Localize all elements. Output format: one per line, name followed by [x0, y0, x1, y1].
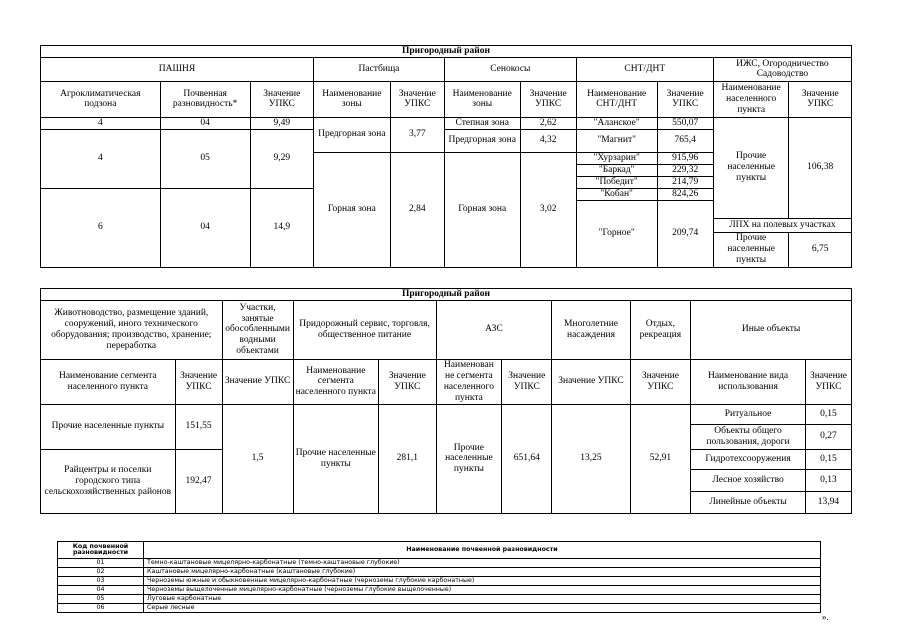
pashnya-soil: 04: [160, 117, 250, 129]
snt-value: 214,79: [657, 176, 713, 188]
legend-name: Черноземы выщелоченные мицелярно-карбонатные (черноземы глубокие выщелоченные): [144, 586, 821, 595]
pashnya-zone: 4: [41, 117, 161, 129]
header-upks: Значение УПКС: [520, 81, 576, 117]
izhs-name: Прочие населенные пункты: [713, 117, 789, 218]
livestock-value: 192,47: [175, 449, 222, 513]
snt-value: 765,4: [657, 129, 713, 152]
group-water: Участки, занятые обособленными водными объектами: [222, 300, 293, 359]
header-upks: Значение УПКС: [630, 359, 691, 404]
lph-name: Прочие населенные пункты: [713, 232, 789, 267]
legend-name: Черноземы южные и обыкновенные мицелярно-карбонатные (черноземы глубокие карбонатные): [144, 577, 821, 586]
header-settlement: Наименование населенного пункта: [713, 81, 789, 117]
pashnya-soil: 04: [160, 188, 250, 267]
pashnya-value: 14,9: [250, 188, 313, 267]
closing-quote-mark: ».: [822, 612, 829, 622]
pastbisha-value: 3,77: [390, 117, 444, 152]
snt-value: 229,32: [657, 164, 713, 176]
snt-value: 209,74: [657, 200, 713, 267]
izhs-value: 106,38: [789, 117, 852, 218]
soil-legend-table: [57, 541, 821, 613]
header-upks: Значение УПКС: [250, 81, 313, 117]
lph-value: 6,75: [789, 232, 852, 267]
other-value: 13,94: [805, 491, 851, 513]
snt-name: "Кобан": [576, 188, 657, 200]
other-value: 0,13: [805, 469, 851, 491]
group-senokosy: Сенокосы: [444, 57, 576, 81]
header-snt-name: Наименование СНТ/ДНТ: [576, 81, 657, 117]
pastbisha-name: Предгорная зона: [314, 117, 391, 152]
group-recreation: Отдых, рекреация: [630, 300, 691, 359]
group-snt: СНТ/ДНТ: [576, 57, 713, 81]
legend-code: 04: [58, 586, 144, 595]
senokosy-value: 4,32: [520, 129, 576, 152]
header-upks: Значение УПКС: [222, 359, 293, 404]
other-name: Гидротехсооружения: [691, 449, 806, 469]
header-zone: Наименование зоны: [314, 81, 391, 117]
header-segment: Наименование сегмента населенного пункта: [293, 359, 379, 404]
header-upks: Значение УПКС: [789, 81, 852, 117]
roadside-name: Прочие населенные пункты: [293, 404, 379, 513]
legend-name: Луговые карбонатные: [144, 595, 821, 604]
senokosy-name: Степная зона: [444, 117, 520, 129]
land-use-table: [40, 288, 852, 514]
header-upks: Значение УПКС: [552, 359, 630, 404]
group-izhs: ИЖС, Огородничество Садоводство: [713, 57, 851, 81]
legend-code: 02: [58, 568, 144, 577]
snt-name: "Победит": [576, 176, 657, 188]
pastbisha-value: 2,84: [390, 152, 444, 267]
pashnya-value: 9,49: [250, 117, 313, 129]
snt-value: 915,96: [657, 152, 713, 164]
group-roadside: Придорожный сервис, торговля, общественное питание: [293, 300, 436, 359]
lph-title: ЛПХ на полевых участках: [713, 218, 851, 232]
azs-value: 651,64: [502, 404, 552, 513]
senokosy-name: Предгорная зона: [444, 129, 520, 152]
header-upks: Значение УПКС: [805, 359, 851, 404]
recreation-value: 52,91: [630, 404, 691, 513]
legend-header-code: Код почвенной разновидности: [58, 542, 144, 559]
header-zone: Наименование зоны: [444, 81, 520, 117]
livestock-name: Прочие населенные пункты: [41, 404, 176, 449]
pashnya-soil: 05: [160, 129, 250, 188]
snt-name: "Баркад": [576, 164, 657, 176]
other-name: Лесное хозяйство: [691, 469, 806, 491]
snt-value: 550,07: [657, 117, 713, 129]
header-upks: Значение УПКС: [657, 81, 713, 117]
azs-name: Прочие населенные пункты: [436, 404, 502, 513]
header-upks: Значение УПКС: [390, 81, 444, 117]
snt-name: "Магнит": [576, 129, 657, 152]
group-azs: АЗС: [436, 300, 552, 359]
water-value: 1,5: [222, 404, 293, 513]
other-name: Объекты общего пользования, дороги: [691, 424, 806, 449]
legend-name: Серые лесные: [144, 604, 821, 613]
legend-name: Темно-каштановые мицелярно-карбонатные (темно-каштановые глубокие): [144, 559, 821, 568]
pastbisha-name: Горная зона: [314, 152, 391, 267]
header-segment: Наименование сегмента населенного пункта: [41, 359, 176, 404]
roadside-value: 281,1: [379, 404, 436, 513]
other-name: Линейные объекты: [691, 491, 806, 513]
group-livestock: Животноводство, размещение зданий, сооружений, иного технического оборудования; производство, хранение; переработка: [41, 300, 223, 359]
header-upks: Значение УПКС: [175, 359, 222, 404]
legend-code: 03: [58, 577, 144, 586]
livestock-name: Райцентры и поселки городского типа сельскохозяйственных районов: [41, 449, 176, 513]
table1-title: Пригородный район: [41, 46, 852, 58]
header-segment: Наименован не сегмента населенного пункта: [436, 359, 502, 404]
pashnya-zone: 6: [41, 188, 161, 267]
pasture-agri-table: [40, 45, 852, 268]
group-pastbisha: Пастбища: [314, 57, 445, 81]
header-agro: Агроклиматическая подзона: [41, 81, 161, 117]
senokosy-value: 2,62: [520, 117, 576, 129]
other-value: 0,15: [805, 404, 851, 424]
header-soil: Почвенная разновидность*: [160, 81, 250, 117]
group-perennial: Многолетние насаждения: [552, 300, 630, 359]
snt-name: "Горное": [576, 200, 657, 267]
table2-title: Пригородный район: [41, 289, 852, 301]
pashnya-value: 9,29: [250, 129, 313, 188]
legend-code: 01: [58, 559, 144, 568]
other-name: Ритуальное: [691, 404, 806, 424]
perennial-value: 13,25: [552, 404, 630, 513]
header-upks: Значение УПКС: [502, 359, 552, 404]
senokosy-name: Горная зона: [444, 152, 520, 267]
pashnya-zone: 4: [41, 129, 161, 188]
legend-code: 05: [58, 595, 144, 604]
group-other: Иные объекты: [691, 300, 852, 359]
header-use-type: Наименование вида использования: [691, 359, 806, 404]
legend-code: 06: [58, 604, 144, 613]
snt-value: 824,26: [657, 188, 713, 200]
group-pashnya: ПАШНЯ: [41, 57, 314, 81]
header-upks: Значение УПКС: [379, 359, 436, 404]
snt-name: "Аланское": [576, 117, 657, 129]
senokosy-value: 3,02: [520, 152, 576, 267]
snt-name: "Хурзарин": [576, 152, 657, 164]
other-value: 0,27: [805, 424, 851, 449]
livestock-value: 151,55: [175, 404, 222, 449]
other-value: 0,15: [805, 449, 851, 469]
legend-header-name: Наименование почвенной разновидности: [144, 542, 821, 559]
legend-name: Каштановые мицелярно-карбонатные (каштановые глубокие): [144, 568, 821, 577]
